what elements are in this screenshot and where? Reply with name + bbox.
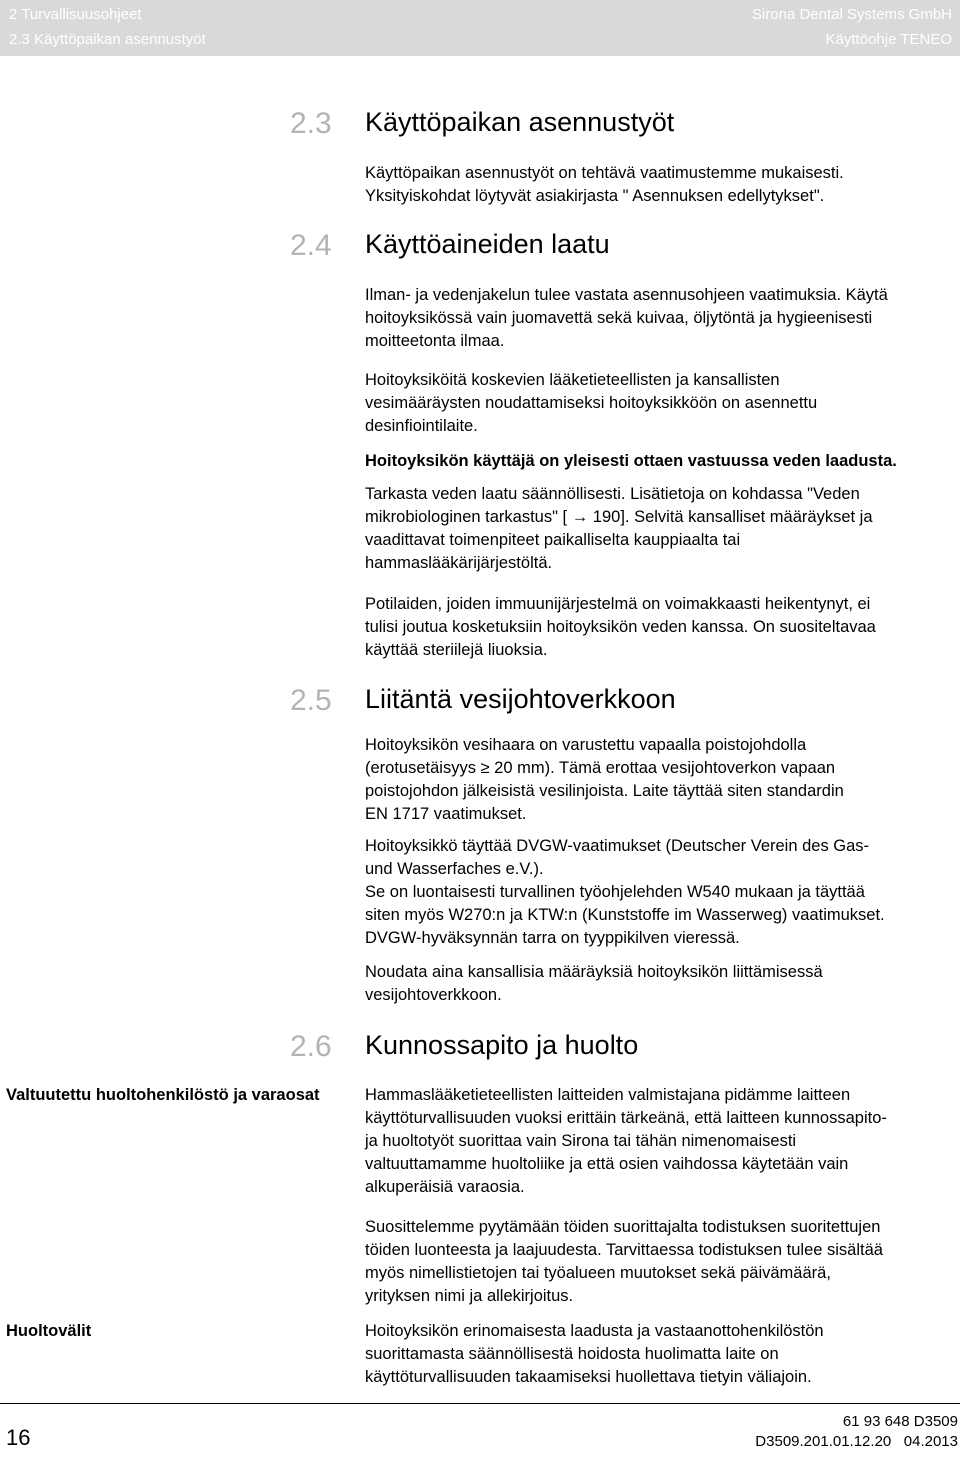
doc-date: 04.2013 <box>903 1433 958 1450</box>
section-number: 2.3 <box>290 107 332 140</box>
paragraph: Käyttöpaikan asennustyöt on tehtävä vaatimustemme mukaisesti. Yksityiskohdat löytyvät asiakirjasta " Asennuksen edellytykset". <box>365 164 844 205</box>
header-company: Sirona Dental Systems GmbH <box>751 6 952 23</box>
section-title: Käyttöaineiden laatu <box>365 229 610 259</box>
doc-version-date <box>755 1433 958 1451</box>
section-number: 2.4 <box>290 229 332 262</box>
section-number: 2.5 <box>290 684 332 717</box>
doc-number: 61 93 648 D3509 <box>842 1413 958 1430</box>
section-title: Liitäntä vesijohtoverkkoon <box>365 684 676 714</box>
section-title: Käyttöpaikan asennustyöt <box>365 107 675 137</box>
page-header <box>0 0 960 56</box>
side-label: Valtuutettu huoltohenkilöstö ja varaosat <box>6 1086 320 1104</box>
footer-divider <box>0 1403 960 1404</box>
paragraph: Tarkasta veden laatu säännöllisesti. Lisätietoja on kohdassa "Veden mikrobiologinen tarkastus" [ → 190]. Selvitä kansalliset määräykset ja vaadittavat toimenpiteet paikalliselta kauppiaalta tai hammaslääkärijärjestöltä. <box>365 485 873 572</box>
side-label: Huoltovälit <box>6 1322 92 1340</box>
paragraph: Ilman- ja vedenjakelun tulee vastata asennusohjeen vaatimuksia. Käytä hoitoyksikössä vain juomavettä sekä kuivaa, öljytöntä ja hygieenisesti moitteetonta ilmaa. <box>365 286 888 350</box>
header-section: 2.3 Käyttöpaikan asennustyöt <box>9 31 206 48</box>
header-chapter: 2 Turvallisuusohjeet <box>9 6 142 23</box>
doc-version: D3509.201.01.12.20 <box>755 1433 892 1450</box>
paragraph: Hoitoyksiköitä koskevien lääketieteellisten ja kansallisten vesimääräysten noudattamiseksi hoitoyksikköön on asennettu desinfiointilaite. <box>365 371 818 435</box>
paragraph: Noudata aina kansallisia määräyksiä hoitoyksikön liittämisessä vesijohtoverkkoon. <box>365 963 823 1004</box>
header-manual: Käyttöohje TENEO <box>825 31 952 48</box>
section-number: 2.6 <box>290 1030 332 1063</box>
paragraph: Hoitoyksikön erinomaisesta laadusta ja vastaanottohenkilöstön suorittamasta säännöllisestä hoidosta huolimatta laite on käyttöturvallisuuden takaamiseksi huollettava tietyin väliajoin. <box>365 1322 824 1386</box>
page-number: 16 <box>6 1425 31 1450</box>
section-title: Kunnossapito ja huolto <box>365 1030 639 1060</box>
bold-paragraph: Hoitoyksikön käyttäjä on yleisesti ottaen vastuussa veden laadusta. <box>365 452 897 470</box>
paragraph: Hammaslääketieteellisten laitteiden valmistajana pidämme laitteen käyttöturvallisuuden vuoksi erittäin tärkeänä, että laitteen kunnossapito- ja huoltotyöt suorittaa vain Sirona tai tähän nimenomaisesti valtuuttamamme huoltoliike ja että osien vaihdossa käytetään vain alkuperäisiä varaosia. <box>365 1086 887 1196</box>
paragraph: Hoitoyksikön vesihaara on varustettu vapaalla poistojohdolla (erotusetäisyys ≥ 20 mm). Tämä erottaa vesijohtoverkon vapaan poistojohdon jälkeisistä vesilinjoista. Laite täyttää siten standardin EN 1717 vaatimukset. <box>365 736 844 823</box>
paragraph: Hoitoyksikkö täyttää DVGW-vaatimukset (Deutscher Verein des Gas- und Wasserfaches e.V.). Se on luontaisesti turvallinen työohjelehden W540 mukaan ja täyttää siten myös W270:n ja KTW:n (Kunststoffe im Wasserweg) vaatimukset. DVGW-hyväksynnän tarra on tyyppikilven vieressä. <box>365 837 885 947</box>
paragraph: Potilaiden, joiden immuunijärjestelmä on voimakkaasti heikentynyt, ei tulisi joutua kosketuksiin hoitoyksikön veden kanssa. On suositeltavaa käyttää steriilejä liuoksia. <box>365 595 876 659</box>
paragraph: Suosittelemme pyytämään töiden suorittajalta todistuksen suoritettujen töiden luonteesta ja laajuudesta. Tarvittaessa todistuksen tulee sisältää myös nimellistietojen tai työalueen muutokset sekä päivämäärä, yrityksen nimi ja allekirjoitus. <box>365 1218 883 1305</box>
